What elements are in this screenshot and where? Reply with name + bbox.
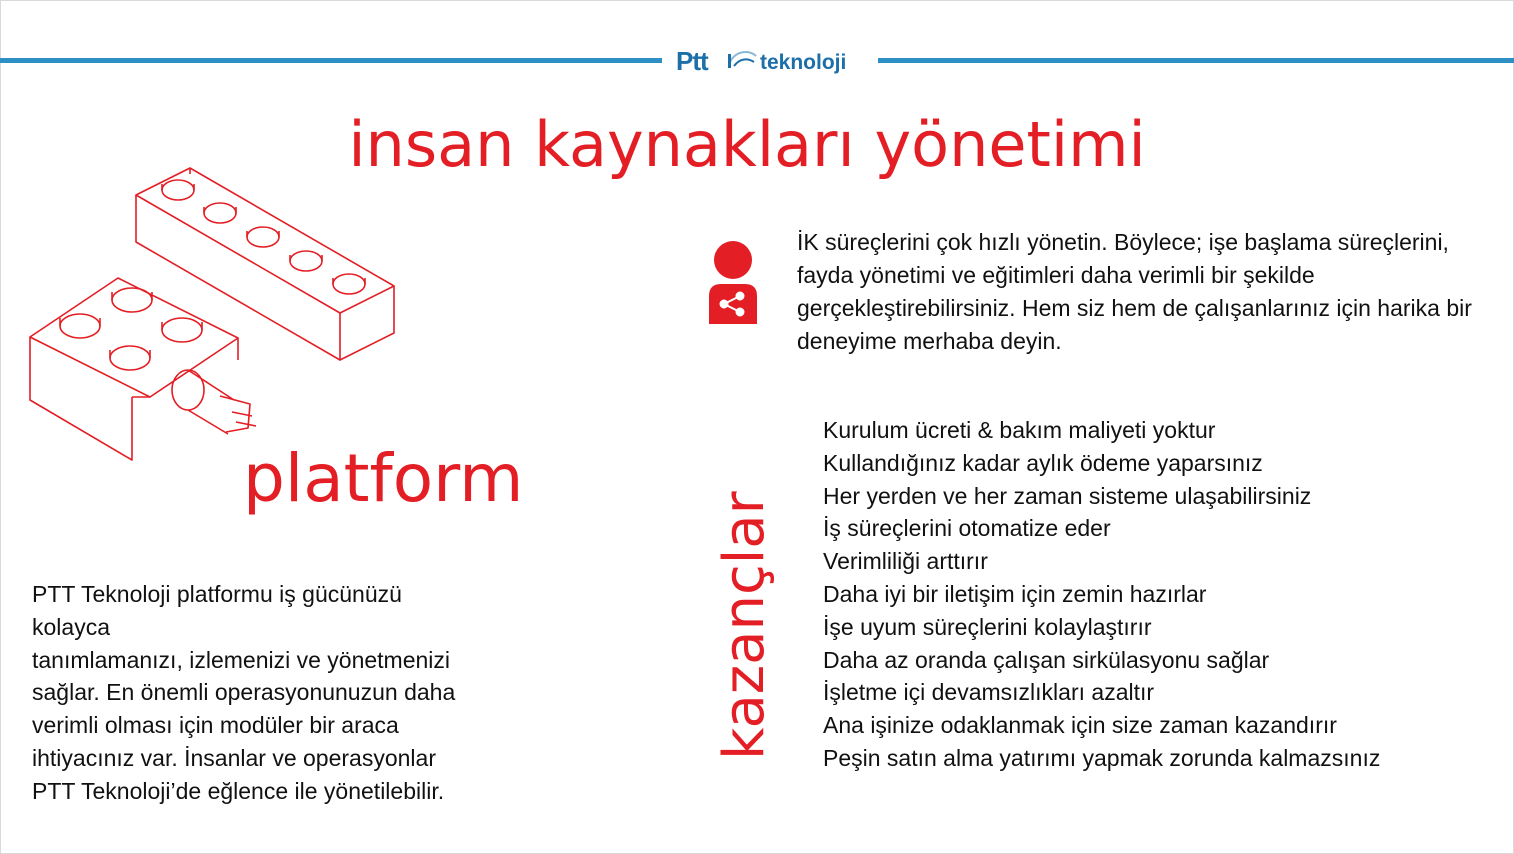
description-line: ihtiyacınız var. İnsanlar ve operasyonlar	[32, 744, 436, 771]
logo-mark-icon	[726, 46, 760, 72]
ptt-teknoloji-logo	[670, 40, 870, 80]
platform-description	[32, 578, 562, 808]
logo-ptt-text: Ptt	[676, 46, 708, 76]
platform-heading: platform	[243, 440, 524, 517]
list-item: Ana işinize odaklanmak için size zaman kazandırır	[823, 712, 1337, 739]
list-item: İşletme içi devamsızlıkları azaltır	[823, 679, 1155, 706]
description-line: verimli olması için modüler bir araca	[32, 712, 399, 739]
logo-teknoloji-text: teknoloji	[760, 51, 847, 74]
description-line: kolayca	[32, 613, 110, 640]
description-line: PTT Teknoloji’de eğlence ile yönetilebilir.	[32, 777, 445, 804]
list-item: Daha iyi bir iletişim için zemin hazırlar	[823, 580, 1207, 607]
list-item: Her yerden ve her zaman sisteme ulaşabilirsiniz	[823, 482, 1312, 509]
page-title: insan kaynakları yönetimi	[348, 108, 1146, 181]
list-item: İşe uyum süreçlerini kolaylaştırır	[823, 613, 1152, 640]
description-line: PTT Teknoloji platformu iş gücünüzü	[32, 581, 402, 607]
header-rule-left	[0, 58, 662, 63]
intro-paragraph: İK süreçlerini çok hızlı yönetin. Böylece; işe başlama süreçlerini, fayda yönetimi ve eğitimleri daha verimli bir şekilde gerçekleştirebilirsiniz. Hem siz hem de çalışanlarınız için harika bir deneyime merhaba deyin.	[797, 229, 1472, 354]
lego-bricks-icon	[20, 160, 420, 470]
list-item: Peşin satın alma yatırımı yapmak zorunda kalmazsınız	[823, 744, 1381, 771]
benefits-heading: kazançlar	[712, 491, 777, 760]
list-item: Kurulum ücreti & bakım maliyeti yoktur	[823, 417, 1216, 443]
benefits-list	[823, 414, 1380, 775]
person-network-icon	[706, 240, 760, 330]
description-line: tanımlamanızı, izlemenizi ve yönetmenizi	[32, 646, 450, 673]
list-item: Daha az oranda çalışan sirkülasyonu sağlar	[823, 646, 1270, 673]
list-item: İş süreçlerini otomatize eder	[823, 515, 1111, 542]
header-rule-right	[878, 58, 1514, 63]
description-line: sağlar. En önemli operasyonunuzun daha	[32, 679, 456, 706]
list-item: Kullandığınız kadar aylık ödeme yaparsınız	[823, 449, 1263, 476]
list-item: Verimliliği arttırır	[823, 548, 988, 575]
